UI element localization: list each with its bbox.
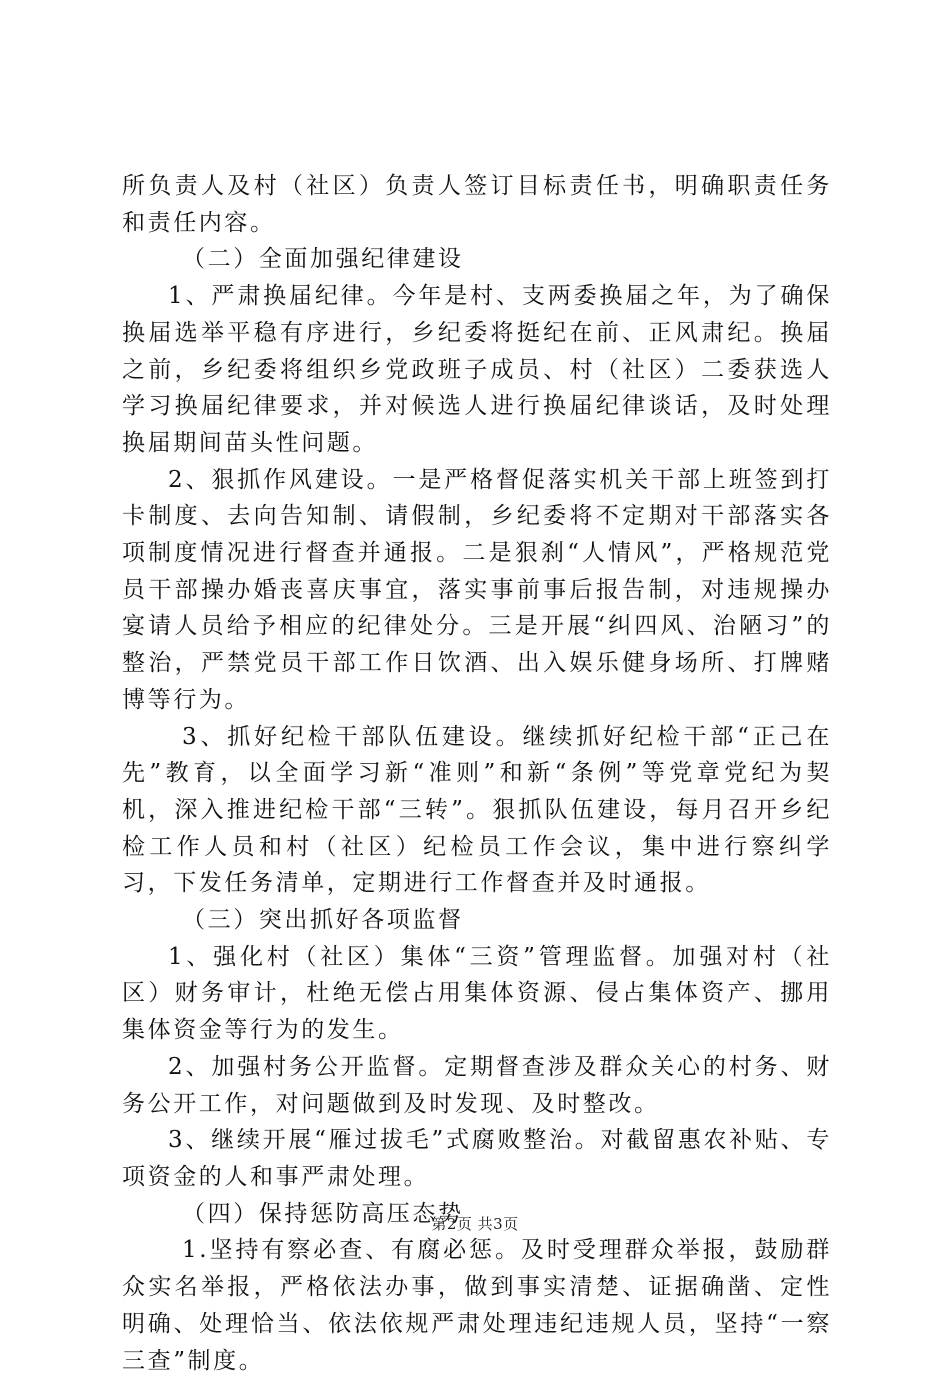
paragraph-corruption-rectification: 3、继续开展“雁过拔毛”式腐败整治。对截留惠农补贴、专项资金的人和事严肃处理。 <box>122 1127 832 1190</box>
paragraph-work-style: 2、狠抓作风建设。一是严格督促落实机关干部上班签到打卡制度、去向告知制、请假制，乡纪委将不定期对干部落实各项制度情况进行督查并通报。二是狠刹“人情风”，严格规范党员干部操办婚丧喜庆事宜，落实事前事后报告制，对违规操办宴请人员给予相应的纪律处分。三是开展“纠四风、治陋习”的整治，严禁党员干部工作日饮酒、出入娱乐健身场所、打牌赌博等行为。 <box>122 466 832 713</box>
paragraph-team-building: 3、抓好纪检干部队伍建设。继续抓好纪检干部“正己在先”教育，以全面学习新“准则”和新“条例”等党章党纪为契机，深入推进纪检干部“三转”。狠抓队伍建设，每月召开乡纪检工作人员和村（社区）纪检员工作会议，集中进行察纠学习，下发任务清单，定期进行工作督查并及时通报。 <box>122 723 832 897</box>
paragraph-discipline-election: 1、严肃换届纪律。今年是村、支两委换届之年，为了确保换届选举平稳有序进行，乡纪委将挺纪在前、正风肃纪。换届之前，乡纪委将组织乡党政班子成员、村（社区）二委获选人学习换届纪律要求，并对候选人进行换届纪律谈话，及时处理换届期间苗头性问题。 <box>122 283 832 456</box>
paragraph-three-assets: 1、强化村（社区）集体“三资”管理监督。加强对村（社区）财务审计，杜绝无偿占用集体资源、侵占集体资产、挪用集体资金等行为的发生。 <box>122 943 832 1044</box>
paragraph-continuation: 所负责人及村（社区）负责人签订目标责任书，明确职责任务和责任内容。 <box>122 173 832 236</box>
section-heading-2: （二）全面加强纪律建设 <box>182 246 464 273</box>
document-body <box>122 168 832 1379</box>
section-heading-4: （四）保持惩防高压态势 <box>182 1200 464 1227</box>
paragraph-village-affairs: 2、加强村务公开监督。定期督查涉及群众关心的村务、财务公开工作，对问题做到及时发现、及时整改。 <box>122 1053 832 1117</box>
paragraph-investigation: 1.坚持有察必查、有腐必惩。及时受理群众举报，鼓励群众实名举报，严格依法办事，做到事实清楚、证据确凿、定性明确、处理恰当、依法依规严肃处理违纪违规人员，坚持“一察三查”制度。 <box>122 1237 832 1374</box>
section-heading-3: （三）突出抓好各项监督 <box>182 907 464 934</box>
page-number-footer: 第2页 共3页 <box>431 1215 519 1233</box>
